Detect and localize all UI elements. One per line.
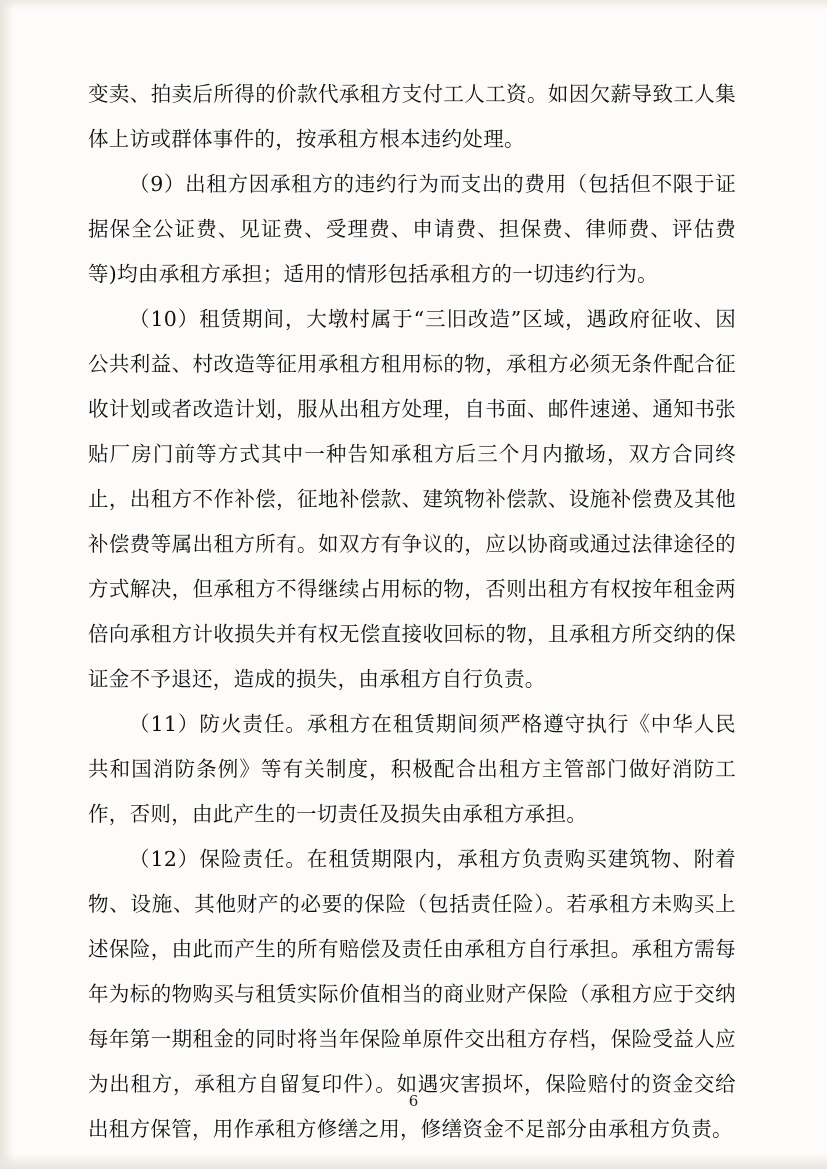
page-number: 6 xyxy=(408,1092,419,1110)
page-text-body xyxy=(88,72,736,1152)
page-edge-shadow-left xyxy=(0,0,14,1169)
paragraph-continued: 变卖、拍卖后所得的价款代承租方支付工人工资。如因欠薪导致工人集体上访或群体事件的，按承租方根本违约处理。 xyxy=(88,82,736,151)
paragraph-clause-9: （9）出租方因承租方的违约行为而支出的费用（包括但不限于证据保全公证费、见证费、受理费、申请费、担保费、律师费、评估费等)均由承租方承担；适用的情形包括承租方的一切违约行为。 xyxy=(88,172,736,286)
page-edge-shadow-bottom xyxy=(0,1153,827,1169)
paragraph-clause-12: （12）保险责任。在租赁期限内，承租方负责购买建筑物、附着物、设施、其他财产的必要的保险（包括责任险）。若承租方未购买上述保险，由此而产生的所有赔偿及责任由承租方自行承担。承租方需每年为标的物购买与租赁实际价值相当的商业财产保险（承租方应于交纳每年第一期租金的同时将当年保险单原件交出租方存档，保险受益人应为出租方，承租方自留复印件）。如遇灾害损坏，保险赔付的资金交给出租方保管，用作承租方修缮之用，修缮资金不足部分由承租方负责。 xyxy=(88,847,736,1141)
paragraph-clause-11: （11）防火责任。承租方在租赁期间须严格遵守执行《中华人民共和国消防条例》等有关制度，积极配合出租方主管部门做好消防工作，否则，由此产生的一切责任及损失由承租方承担。 xyxy=(88,712,736,826)
paragraph-clause-10: （10）租赁期间，大墩村属于“三旧改造”区域，遇政府征收、因公共利益、村改造等征用承租方租用标的物，承租方必须无条件配合征收计划或者改造计划，服从出租方处理，自书面、邮件速递、通知书张贴厂房门前等方式其中一种告知承租方后三个月内撤场，双方合同终止，出租方不作补偿，征地补偿款、建筑物补偿款、设施补偿费及其他补偿费等属出租方所有。如双方有争议的，应以协商或通过法律途径的方式解决，但承租方不得继续占用标的物，否则出租方有权按年租金两倍向承租方计收损失并有权无偿直接收回标的物，且承租方所交纳的保证金不予退还，造成的损失，由承租方自行负责。 xyxy=(88,307,736,691)
page-edge-shadow-top xyxy=(0,0,827,10)
